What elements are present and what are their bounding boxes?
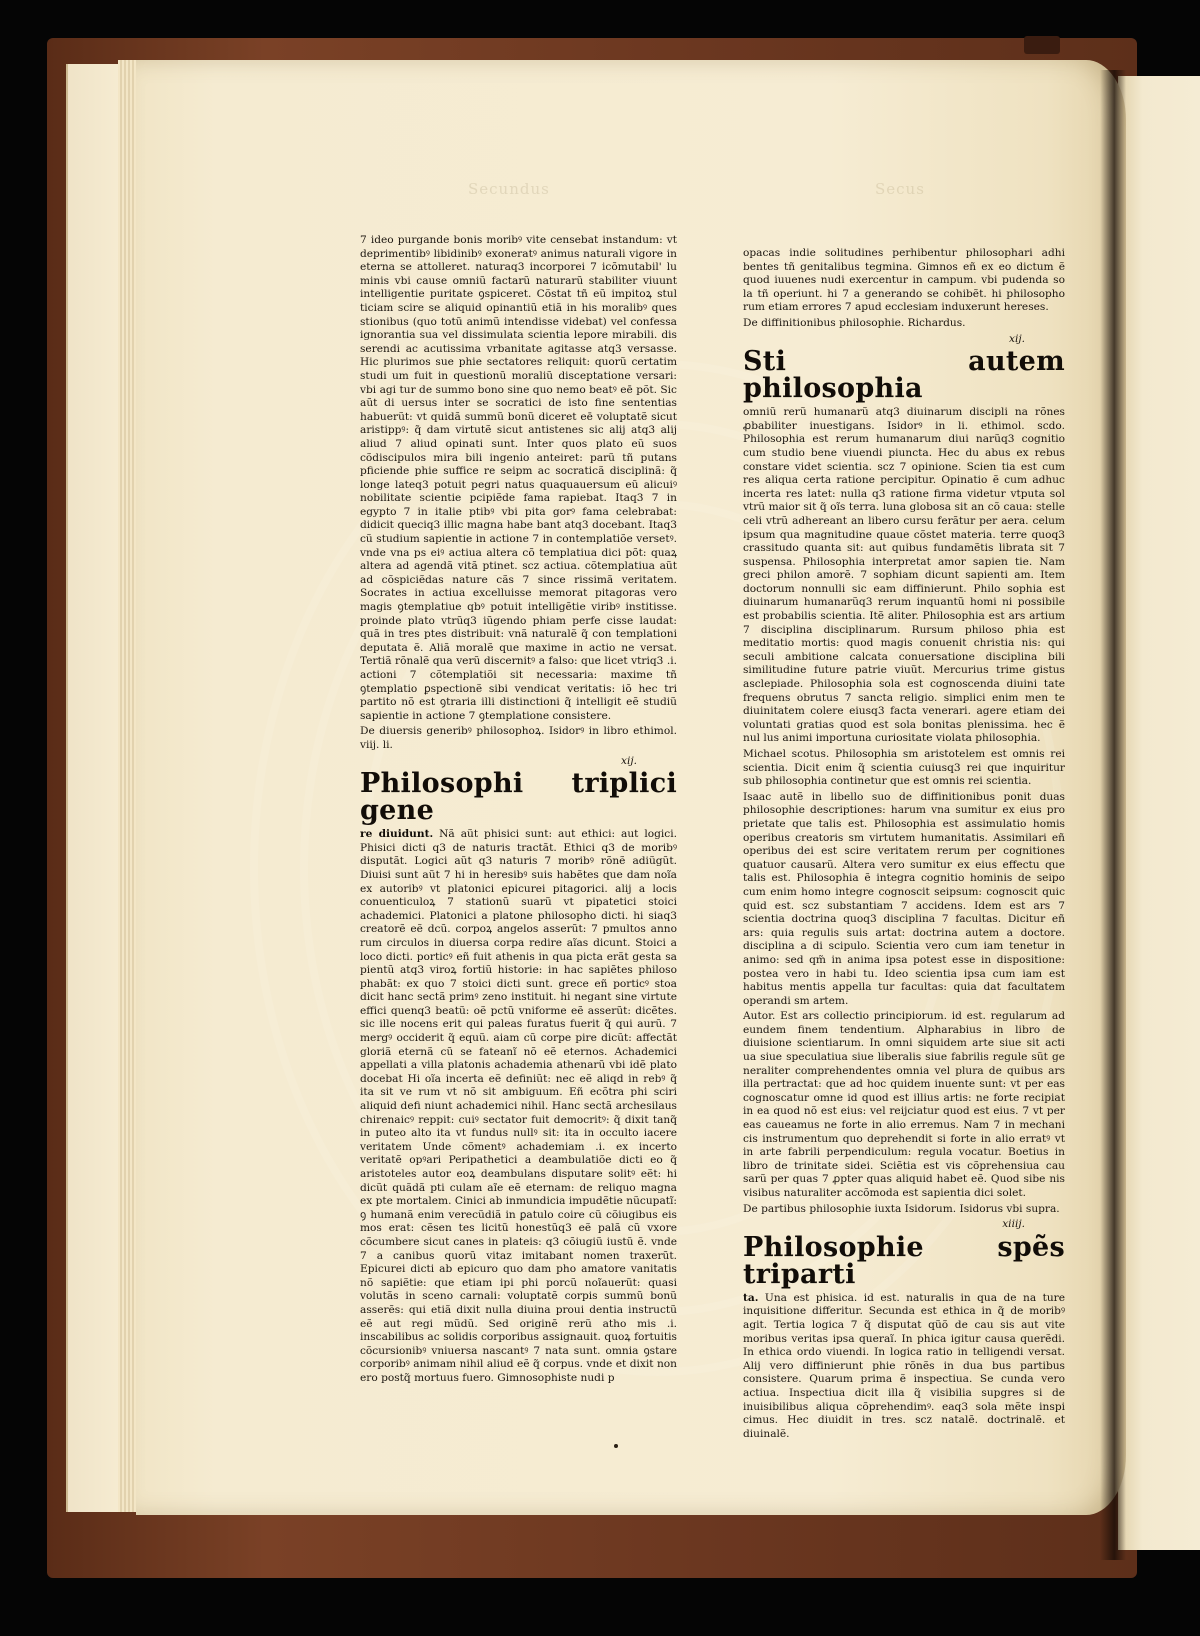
chapter-number: xij.: [1008, 332, 1025, 345]
binding-corner: [1024, 36, 1060, 54]
rubric: De partibus philosophie iuxta Isidorum. Isidorus vbi supra.: [743, 1202, 1060, 1215]
rubric-text: De diffinitionibus philosophie. Richardus.: [743, 316, 966, 329]
paragraph: [743, 1292, 1065, 1442]
paragraph: omniũ rerũ humanarũ atq3 diuinarum discipli na rõnes ꝓbabiliter inuestigans. Isidorꝰ in li. ethimol. scdo. Philosophia est rerum humanarum diui narũq3 cognitio cum studio bene viuendi piuncta. Hec du abus ex rebus constare videt scientia. scz 7 opinione. Scien tia est cum res aliqua certa ratione percipitur. Opinatio ẽ cum adhuc incerta res latet: nulla q3 ratione firma videtur vtputa sol vtrũ maior sit q̃ oĩs terra. luna globosa sit an cõ caua: stelle celi vtrũ adhereant an libero cursu ferãtur per aera. celum ipsum qua magnitudine quaue cõstet materia. terre quoq3 crassitudo quanta sit: aut quibus fundamẽtis librata sit 7 suspensa. Philosophia interpretat amor sapien tie. Nam greci philon amorẽ. 7 sophiam dicunt sapienti am. Item doctorum nonnulli sic eam diffinierunt. Philo sophia est diuinarum humanarũq3 rerum inquantũ homi ni possibile est probabilis scientia. Itẽ aliter. Philosophia est ars artium 7 disciplina disciplinarum. Rursum philoso phia est meditatio mortis: quod magis conuenit christia nis: qui seculi ambitione calcata conuersatione disciplina bili similitudine future patrie viuũt. Mercurius trime gistus asclepiade. Philosophia sola est cognoscenda diuini tate frequens obrutus 7 sancta religio. simplici enim men te diuinitatem colere eiusq3 facta venerari. agere etiam dei voluntati gratias quod est sola bonitas plenissima. hec ẽ nul lus animi importuna curiositate violata philosophia.: [743, 406, 1065, 745]
heading-continuation: ta.: [743, 1291, 759, 1304]
left-page-rule: [66, 64, 68, 1512]
gutter-shadow: [1100, 70, 1126, 1560]
right-text-column: [743, 247, 1065, 1443]
heading-initial: Philosophi triplici gene: [360, 768, 677, 827]
show-through-text-right: Secus: [875, 180, 925, 198]
paragraph-body: Una est phisica. id est. naturalis in qua de na ture inquisitione differitur. Secunda est ethica in q̃ de moribꝰ agit. Tertia logica 7 q̃ disputat qũõ de cau sis aut vite moribus veritas ipsa queraĩ. In phica igitur causa querẽdi. In ethica ordo viuendi. In logica ratio in telligendi versat. Alij vero diffinierunt phie rõnẽs in dua bus partibus consistere. Quarum prima ẽ inspectiua. Se cunda vero actiua. Inspectiua dicit illa q̃ visibilia supgres si de inuisibilibus aliqua cõprehendimꝰ. eaq3 sola mẽte inspi cimus. Hec diuidit in tres. scz natalẽ. doctrinalẽ. et diuinalẽ.: [743, 1291, 1066, 1440]
section-heading: Sti autem philosophia: [743, 346, 1065, 405]
rubric: [743, 317, 1065, 331]
section-heading: Philosophie spẽs triparti: [743, 1231, 1065, 1290]
facing-page: [1118, 76, 1200, 1550]
paragraph: 7 ideo purgande bonis moribꝰ vite censebat instandum: vt deprimentibꝰ libidinibꝰ exoneratꝰ animus naturali vigore in eterna se attolleret. naturaq3 incorporei 7 icõmutabil' lu minis vbi cause omniũ factarũ naturarũ stabiliter viuunt intelligentie puritate ꝯspiceret. Cõstat tñ eũ impitoꝝ stul ticiam scire se aliquid opinantiũ etiã in his moralibꝰ ques stionibus (quo totũ animũ intendisse videbat) vel confessa ignorantia sua vel dissimulata scientia lepore mirabili. dis serendi ac acutissima vrbanitate agitasse atq3 versasse. Hic plurimos sue phie sectatores reliquit: quorũ certatim studi um fuit in questionũ moraliũ disceptatione versari: vbi agi tur de summo bono sine quo nemo beatꝰ eē põt. Sic aũt di uersus inter se socratici de isto fine sententias habuerũt: vt quidã summũ bonũ diceret eē voluptatẽ sicut aristippꝰ: q̃ dam virtutẽ sicut antistenes sic alij atq3 alij aliud 7 aliud opinati sunt. Inter quos plato eũ suos cõdiscipulos mira bili ingenio anteiret: parũ tñ putans pficiende phie suffice re seipm ac socraticã disciplinã: q̃ longe lateq3 potuit pegri natus quaquauersum eũ alicuiꝰ nobilitate scientie pcipiẽde fama rapiebat. Itaq3 7 in egypto 7 in italie ptibꝰ vbi pita gorꝰ fama celebrabat: didicit queciq3 illic magna habe bant atq3 docebant. Itaq3 cũ studium sapientie in actione 7 in contemplatiõe versetꝰ. vnde vna ps eiꝰ actiua altera cõ templatiua dici põt: quaꝝ altera ad agendã vitã ptinet. scz actiua. cõtemplatiua aũt ad cõspiciẽdas nature cãs 7 since rissimã veritatem. Socrates in actiua excelluisse memorat pitagoras vero magis ꝯtemplatiue qbꝰ potuit intelligẽtie viribꝰ institisse. proinde plato vtrũq3 iũgendo phiam perfe cisse laudat: quã in tres ptes distribuit: vnã naturalẽ q̃ con templationi deputata ẽ. Aliã moralẽ que maxime in actio ne versat. Tertiã rõnalẽ qua verũ discernitꝰ a falso: que licet vtriq3 .i. actioni 7 cõtemplatiõi sit necessaria: maxime tñ ꝯtemplatio ꝑspectionẽ sibi vendicat veritatis: iõ hec tri partito nõ est ꝯtraria illi distinctioni q̃ intelligit eẽ studiũ sapientie in actione 7 ꝯtemplatione consistere.: [360, 234, 677, 722]
heading-continuation: re diuidunt.: [360, 828, 434, 841]
ink-dot: [614, 1444, 618, 1448]
section-heading: [360, 768, 677, 827]
paragraph: opacas indie solitudines perhibentur philosophari adhi bentes tñ genitalibus tegmina. Gimnos eñ ex eo dictum ẽ quod iuuenes nudi exercentur in campum. vbi pudenda so la tñ operiunt. hi 7 a generando se cohibẽt. hi philosopho rum etiam errores 7 apud ecclesiam induxerunt hereses.: [743, 247, 1065, 314]
paragraph-body: Nã aũt phisici sunt: aut ethici: aut logici. Phisici dicti q3 de naturis tractãt. Ethici q3 de moribꝰ disputãt. Logici aũt q3 naturis 7 moribꝰ rõnẽ adiũgũt. Diuisi sunt aũt 7 hi in heresibꝰ suis habẽtes que dam noĩa ex autoribꝰ vt platonici epicurei pitagorici. alij a locis conuenticuloꝝ 7 stationũ suarũ vt pipatetici stoici achademici. Platonici a platone philosopho dicti. hi siaq3 creatorẽ eẽ dcũ. corpoꝝ angelos asserũt: 7 pmultos anno rum circulos in diuersa corpa redire aĩas dicunt. Stoici a loco dicti. porticꝰ eñ fuit athenis in qua picta erãt gesta sa pientũ atq3 viroꝝ fortiũ historie: in hac sapiẽtes philoso phabãt: ex quo 7 stoici dicti sunt. grece eñ porticꝰ stoa dicit hanc sectã primꝰ zeno instituit. hi negant sine virtute effici quenq3 beatũ: oẽ pctũ vniforme eẽ asserũt: dicẽtes. sic ille nocens erit qui paleas furatus fuerit q̃ qui aurũ. 7 mergꝰ occiderit q̃ equũ. aiam cũ corpe pire dicũt: affectãt gloriã eternã cũ se fateanĩ nõ eẽ eternos. Achademici appellati a villa platonis achademia athenarũ vbi idẽ plato docebat Hi oĩa incerta eẽ definiũt: nec eẽ aliqd in rebꝰ q̃ ita sit ve rum vt nõ sit ambiguum. Eñ ecõtra phi sciri aliquid defi niunt achademici nihil. Hanc sectã archesilaus chirenaicꝰ reppit: cuiꝰ sectator fuit democritꝰ: q̃ dixit tanq̃ in puteo alto ita vt fundus nullꝰ sit: ita in occulto iacere veritatem Unde cõmentꝰ achademiam .i. ex incerto veritatẽ opꝰari Peripathetici a deambulatiõe dicti eo q̃ aristoteles autor eoꝝ deambulans disputare solitꝰ eẽt: hi dicũt quãdã pti culam aĩe eẽ eternam: de reliquo magna ex pte mortalem. Cinici ab inmundicia impudẽtie nũcupatĩ: ꝯ humanã enim verecũdiã in ꝑatulo coire cũ cõiugibus eis mos erat: cẽsen tes licitũ honestũq3 eẽ palã cũ vxore cõcumbere sicut canes in plateis: q3 cõiugiũ iustũ ẽ. vnde 7 a canibus quorũ vitaz imitabant nomen traxerũt. Epicurei dicti ab epicuro quo dam pho amatore vanitatis nõ sapiẽtie: que etiam ipi phi porcũ noĩauerũt: quasi volutãs in sceno carnali: voluptatẽ corpis summũ bonũ asserẽs: qui etiã dixit nulla diuina proui dentia instructũ eẽ aut regi mũdũ. Sed originẽ rerũ atho mis .i. inscabilibus ac solidis corporibus assignauit. quoꝝ fortuitis cõcursionibꝰ vniuersa nascantꝰ 7 nata sunt. omnia ꝯstare corporibꝰ animam nihil aliud eẽ q̃ corpus. vnde et dixit non ero postq̃ mortuus fuero. Gimnosophiste nudi p: [360, 828, 677, 1384]
chapter-number: xiiij.: [1002, 1218, 1025, 1231]
rubric: [360, 725, 677, 752]
left-text-column: [360, 234, 677, 1388]
chapter-number: xij.: [620, 754, 637, 767]
rubric-text: De diuersis generibꝰ philosophoꝝ. Isidorꝰ in libro ethimol. viij. li.: [360, 725, 677, 751]
paragraph: Michael scotus. Philosophia sm aristotelem est omnis rei scientia. Dicit enim q̃ scientia cuiusq3 rei que inquiritur sub philosophia continetur que est omnis rei scientia.: [743, 748, 1065, 788]
paragraph: Isaac autẽ in libello suo de diffinitionibus ponit duas philosophie descriptiones: harum vna sumitur ex eius pro prietate que talis est. Philosophia est assimulatio homis operibus creatoris sm virtutem humanitatis. Assimilari eñ operibus dei est scire veritatem rerum per cognitiones quatuor causarũ. Altera vero sumitur ex eius effectu que talis est. Philosophia ẽ integra cognitio hominis de seipo cum enim homo integre cognoscit seipsum: cognoscit quic quid est. scz substantiam 7 accidens. Idem est ars 7 scientia doctrina quoq3 disciplina 7 facultas. Dicitur eñ ars: quia regulis suis artat: doctrina autem a doctore. disciplina a di scipulo. Scientia vero cum iam tenetur in animo: sed qm̃ in anima ipsa potest esse in dispositione: postea vero in habi tu. Ideo scientia ipsa cum iam est habitus mentis appella tur facultas: quia dat facultatem operandi sm artem.: [743, 790, 1065, 1007]
paragraph: [360, 828, 677, 1385]
paragraph: Autor. Est ars collectio principiorum. id est. regularum ad eundem finem tendentium. Alpharabius in libro de diuisione scientiarum. In omni siquidem arte siue sit acti ua siue speculatiua siue liberalis siue fabrilis regule sũt ge neraliter comprehendentes omnia vel plura de quibus ars illa pertractat: que ad hoc quidem inuente sunt: vt per eas cognoscatur omne id quod est illius artis: ne forte recipiat in ea quod nõ est eius: vel reijciatur quod est eius. 7 vt per eas caueamus ne forte in alio erremus. Nam 7 in mechani cis instrumentum quo deprehendit si forte in alio erratꝰ vt in arte fabrili perpendiculum: regula vocatur. Boetius in libro de trinitate sidei. Sciẽtia est vis cõprehensiua cau sarũ per quas 7 ꝓpter quas aliquid habet eẽ. Quod sibe nis visibus naturaliter accõmoda est sapientia dici solet.: [743, 1010, 1065, 1199]
show-through-text-left: Secundus: [468, 180, 550, 198]
